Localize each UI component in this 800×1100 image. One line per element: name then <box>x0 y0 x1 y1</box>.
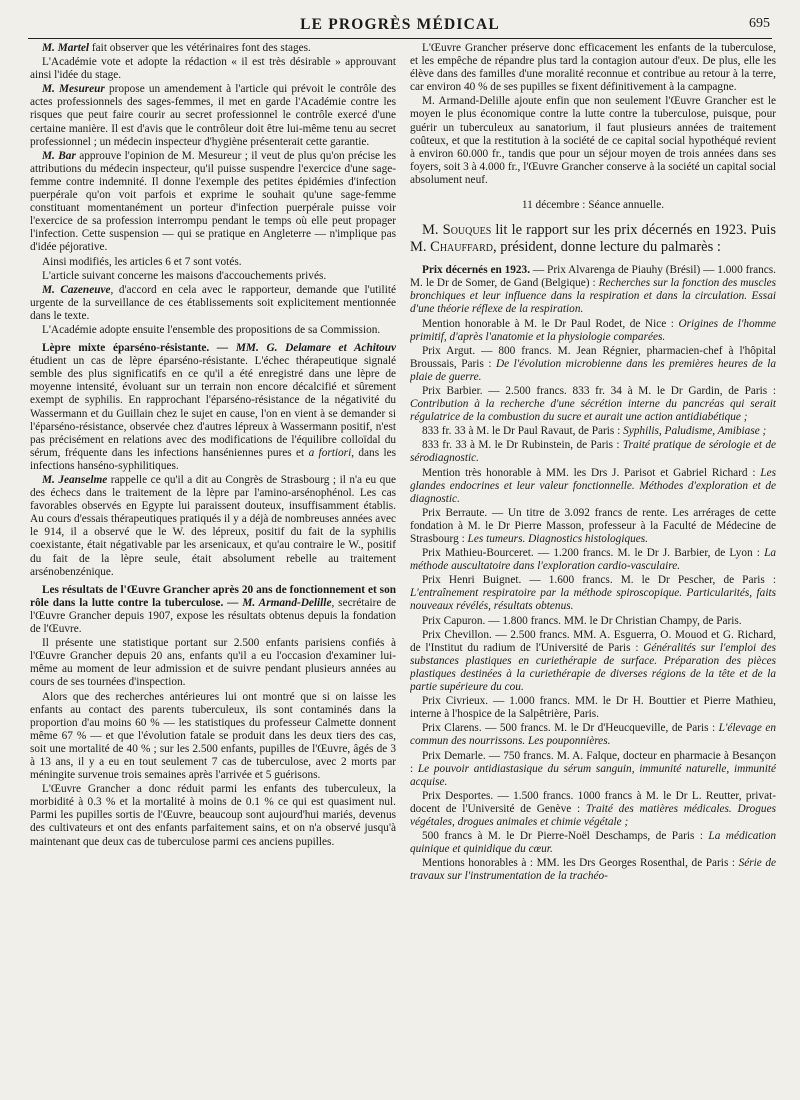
prize-work-title: Généralités sur l'emploi des substances plastiques en curiethérapie de surface. Préparation des pièces plastiques destinées à la curiethérapie de diverses régions de la tête et de la partie supérieure du cou. <box>410 641 776 694</box>
prize-work-title: Les tumeurs. Diagnostics histologiques. <box>467 533 648 545</box>
paragraph: Alors que des recherches antérieures lui ont montré que si on laisse les enfants au contact des parents tuberculeux, ils sont contaminés dans la proportion d'au moins 60 % — les statistiques du professeur Calmette donnent même 67 % — et que l'évolution fatale se produit dans les deux tiers des cas, soit une mortalité de 40 % ; sur les 2.500 enfants, pupilles de l'Œuvre, âgés de 3 à 13 ans, il y a eu en tout seulement 7 cas de tuberculose, avec 2 morts par méningite survenue trois semaines après l'arrivée et 5 guérisons. <box>30 690 396 782</box>
prize-entry <box>410 830 776 856</box>
prize-work-title: Série de travaux sur l'instrumentation de la trachéo- <box>410 857 776 883</box>
prize-text: Mention honorable à M. le Dr Paul Rodet, de Nice : <box>422 317 679 330</box>
prize-text: Prix Demarle. — 750 francs. M. A. Falque, docteur en pharmacie à Besançon : <box>410 749 776 775</box>
lead-text: lit le rapport sur les prix décernés en 1923. Puis M. <box>410 222 776 256</box>
paragraph <box>30 342 396 473</box>
paragraph-text: , dans les infections hanséno-syphilitiques. <box>30 446 396 472</box>
paragraph: Il présente une statistique portant sur 2.500 enfants parisiens confiés à l'Œuvre Grancher depuis 20 ans, enfants qu'il a eu l'occasion d'examiner lui-même au moment de leur admission et de suivre pendant plusieurs années au cours de ses tournées d'inspection. <box>30 637 396 689</box>
prize-text: Mentions honorables à : MM. les Drs Georges Rosenthal, de Paris : <box>422 857 739 870</box>
author-names: — MM. G. Delamare et Achitouv <box>209 342 396 355</box>
person-name: Chauffard <box>430 239 493 256</box>
person-name: Souques <box>442 222 492 239</box>
lead-paragraph <box>410 222 776 256</box>
prize-text: 833 fr. 33 à M. le Dr Rubinstein, de Paris : <box>422 439 623 452</box>
paragraph: L'Œuvre Grancher préserve donc efficacement les enfants de la tuberculose, et les empêche de répandre plus tard la contagion autour d'eux. De plus, elle les élève dans des familles d'une moralité reconnue et contribue au retour à la terre, car environ 40 % de ses pupilles se fixent définitivement à la campagne. <box>410 42 776 94</box>
prize-work-title: L'élevage en commun des nourrissons. Les pouponnières. <box>410 722 776 748</box>
paragraph: Ainsi modifiés, les articles 6 et 7 sont votés. <box>42 255 242 268</box>
prize-entry <box>410 857 776 883</box>
prize-work-title: La méthode auscultatoire dans l'exploration cardio-vasculaire. <box>410 547 776 573</box>
page-header <box>28 10 772 39</box>
prize-work-title: Le pouvoir antidiastasique du sérum sanguin, immunité naturelle, immunité acquise. <box>410 762 776 788</box>
prize-work-title: Traité pratique de sérologie et de sérodiagnostic. <box>410 439 776 465</box>
prize-entry <box>410 439 776 465</box>
right-column <box>410 42 776 1092</box>
speaker-name: M. Martel <box>42 42 90 54</box>
prize-text: Prix Desportes. — 1.500 francs. 1000 francs à M. le Dr L. Reutter, privat-docent de l'Université de Genève : <box>410 789 776 815</box>
prize-work-title: L'entraînement respiratoire par la méthode spiroscopique. Particularités, faits nouveaux révélés, résultats obtenus. <box>410 587 776 613</box>
left-column <box>30 42 396 1092</box>
page-number: 695 <box>749 16 770 31</box>
prize-entry <box>410 385 776 424</box>
prize-work-title: Origines de l'homme primitif, d'après l'anatomie et la physiologie comparées. <box>410 317 776 343</box>
prize-text: Prix Mathieu-Bourceret. — 1.200 francs. M. le Dr J. Barbier, de Lyon : <box>422 547 765 560</box>
section-title: Lèpre mixte éparséno-résistante. <box>42 342 210 355</box>
section-title: Les résultats de l'Œuvre Grancher après 20 ans de fonctionnement et son rôle dans la lutte contre la tuberculose. <box>30 583 396 609</box>
prize-text: Mention très honorable à MM. les Drs J. Parisot et Gabriel Richard : <box>422 466 761 479</box>
journal-title: LE PROGRÈS MÉDICAL <box>300 16 500 33</box>
speaker-name: M. Cazeneuve <box>42 283 111 296</box>
prize-entry <box>410 790 776 829</box>
prize-work-title: Traité des matières médicales. Drogues végétales, drogues animales et chimie végétale ; <box>410 802 776 828</box>
prize-entry <box>410 574 776 613</box>
prize-work-title: La médication quinique et quinidique du cœur. <box>410 830 776 856</box>
paragraph <box>30 474 396 579</box>
paragraph-text: approuve l'opinion de M. Mesureur ; il veut de plus qu'on précise les attributions du médecin inspecteur, qu'il puisse suspendre l'exercice d'une sage-femme contre indemnité. Il donne l'exemple des petites épidémies d'infection puerpérale qu'on voit parfois et exprime le souhait qu'une sage-femme constituant momentanément un porteur d'infection puerpérale puisse voir l'exercice de sa profession interrompu pendant le temps où elle peut propager l'infection. Cette suspension — qui se pratique en Angleterre — n'implique pas d'idée péjorative. <box>30 149 396 254</box>
prize-entry <box>410 629 776 694</box>
paragraph-text: fait observer que les vétérinaires font des stages. <box>89 42 311 54</box>
prize-work-title: De l'évolution microbienne dans les premières heures de la plaie de guerre. <box>410 357 776 383</box>
prize-work-title: Les glandes endocrines et leur valeur fonctionnelle. Méthodes d'exploration et de diagnostic. <box>410 466 776 505</box>
paragraph: L'article suivant concerne les maisons d'accouchements privés. <box>42 269 327 282</box>
prize-text: 500 francs à M. le Dr Pierre-Noël Deschamps, de Paris : <box>422 830 709 843</box>
prize-entry <box>410 318 776 344</box>
paragraph <box>30 83 396 148</box>
prize-entry <box>410 750 776 789</box>
session-heading: 11 décembre : Séance annuelle. <box>521 199 665 212</box>
paragraph: L'Académie vote et adopte la rédaction « il est très désirable » approuvant ainsi l'idée du stage. <box>30 56 396 82</box>
paragraph: L'Académie adopte ensuite l'ensemble des propositions de sa Commission. <box>42 323 381 336</box>
speaker-name: M. Jeanselme <box>42 474 108 486</box>
prize-entry <box>410 345 776 384</box>
lead-text: M. <box>422 222 443 239</box>
prize-entry <box>410 507 776 546</box>
paragraph <box>30 584 396 636</box>
prize-entry <box>410 547 776 573</box>
prize-text: Prix Berraute. — Un titre de 3.092 francs de rente. Les arrérages de cette fondation à M. le Dr Pierre Masson, professeur à la Faculté de Médecine de Strasbourg : <box>410 506 776 545</box>
prize-text: Prix Capuron. — 1.800 francs. MM. le Dr Christian Champy, de Paris. <box>422 614 742 627</box>
prize-text: Prix Chevillon. — 2.500 francs. MM. A. Esguerra, O. Mouod et G. Richard, de l'Institut du radium de l'Université de Paris : <box>410 628 776 654</box>
prize-text: 833 fr. 33 à M. le Dr Paul Ravaut, de Paris : <box>422 425 624 438</box>
author-names: — M. Armand-Delille <box>223 596 332 609</box>
paragraph-text: étudient un cas de lèpre éparséno-résistante. L'échec thérapeutique signalé semble des plus significatifs en ce qu'il a été enregistré dans une lèpre de moyenne intensité, évoluant sur un terrain non encore décalcifié et sûrement exempt de syphilis. En rapprochant l'éparséno-résistance de la négativité du Wassermann et du Guillain chez le sujet en cause, l'on en vient à se demander si l'éparséno-résistance, observée chez d'autres lépreux à Wassermann positif, n'est pas précisément en relations avec des modifications de l'équilibre colloïdal du sérum, fréquente dans les infections hanséniennes pures et <box>30 355 396 459</box>
paragraph <box>30 284 396 323</box>
prize-work-title: Contribution à la recherche d'une sécrétion interne du pancréas qui serait régulatrice de la combustion du sucre et aurait une action antidiabétique ; <box>410 398 776 424</box>
prize-entry <box>410 425 776 438</box>
prize-entry <box>410 467 776 506</box>
prize-text: Prix Civrieux. — 1.000 francs. MM. le Dr H. Bouttier et Pierre Mathieu, interne à l'hospice de la Salpêtrière, Paris. <box>410 695 776 721</box>
prize-text: — Prix Alvarenga de Piauhy (Brésil) — 1.000 francs. M. le Dr de Somer, de Gand (Belgique) : <box>410 264 776 290</box>
lead-text: , président, donne lecture du palmarès : <box>493 239 721 256</box>
prize-text: Prix Barbier. — 2.500 francs. 833 fr. 34 à M. le Dr Gardin, de Paris : <box>422 384 776 397</box>
prize-work-title: Recherches sur la fonction des muscles bronchiques et leur influence dans la respiration et dans la circulation. Essai d'une théorie réflexe de la respiration. <box>410 277 776 316</box>
paragraph <box>30 42 396 55</box>
paragraph-text: propose un amendement à l'article qui prévoit le contrôle des actes professionnels des sages-femmes, il met en garde l'Académie contre les risques que peut faire courir au secret professionnel le contrôle exercé d'une certaine manière. Il est d'avis que le contrôleur doit être lui-même tenu au secret professionnel ; un médecin inspecteur d'hygiène présenterait cette garantie. <box>30 83 396 148</box>
prize-heading: Prix décernés en 1923. <box>422 264 531 277</box>
paragraph-text: rappelle ce qu'il a dit au Congrès de Strasbourg ; il n'a eu que des échecs dans le traitement de la lèpre par l'amino-arsénophénol. Les cas favorables observés en Egypte lui paraissent douteux, insuffisamment établis. Au cours d'essais thérapeutiques pratiqués il y a déjà de nombreuses années avec le 914, il a observé que le W. des lépreux, positif du fait de la syphilis coexistante, était négativable par les arsenicaux, et qu'au contraire le W., positif du fait de la lèpre seule, était absolument rebelle au traitement arsénobenzénique. <box>30 474 396 578</box>
prize-entry <box>410 264 776 316</box>
prize-entry <box>410 615 776 628</box>
speaker-name: M. Bar <box>42 149 76 162</box>
prize-list <box>410 264 776 883</box>
paragraph: L'Œuvre Grancher a donc réduit parmi les enfants des tuberculeux, la morbidité à 0.3 % et la mortalité à moins de 0.1 % ce qui est quasiment nul. Parmi les pupilles sortis de l'Œuvre, beaucoup sont aujourd'hui mariés, devenus des cultivateurs et ont des enfants parfaitement sains, et on n'a observé jusqu'à maintenant que deux cas de tuberculose parmi ces anciens pupilles. <box>30 783 396 848</box>
prize-entry <box>410 695 776 721</box>
paragraph-text: , d'accord en cela avec le rapporteur, demande que l'utilité urgente de la surveillance de ces établissements soit explicitement mentionnée dans le texte. <box>30 283 396 322</box>
paragraph-text: , secrétaire de l'Œuvre Grancher depuis 1907, expose les résultats obtenus depuis la fondation de l'Œuvre. <box>30 596 396 636</box>
prize-work-title: Syphilis, Paludisme, Amibiase ; <box>623 425 767 438</box>
prize-entry <box>410 722 776 748</box>
paragraph <box>30 150 396 255</box>
prize-text: Prix Clarens. — 500 francs. M. le Dr d'Heucqueville, de Paris : <box>422 722 719 735</box>
paragraph: M. Armand-Delille ajoute enfin que non seulement l'Œuvre Grancher est le moyen le plus économique contre la lutte contre la tuberculose, puisque, pour guérir un tuberculeux au sanatorium, il faut plusieurs années de traitement coûteux, et que la restitution à la société de ce capital social hypothéqué revient à environ 60.000 fr., tandis que pour un séjour moyen de trois années dans ses foyers, soit 3 à 4.000 fr., l'Œuvre Grancher conserve à la société un capital social absolument neuf. <box>410 95 776 186</box>
italic-text: a fortiori <box>308 446 352 459</box>
prize-text: Prix Henri Buignet. — 1.600 francs. M. le Dr Pescher, de Paris : <box>422 574 776 587</box>
prize-text: Prix Argut. — 800 francs. M. Jean Régnier, pharmacien-chef à l'hôpital Broussais, Paris : <box>410 344 776 370</box>
speaker-name: M. Mesureur <box>42 83 105 96</box>
